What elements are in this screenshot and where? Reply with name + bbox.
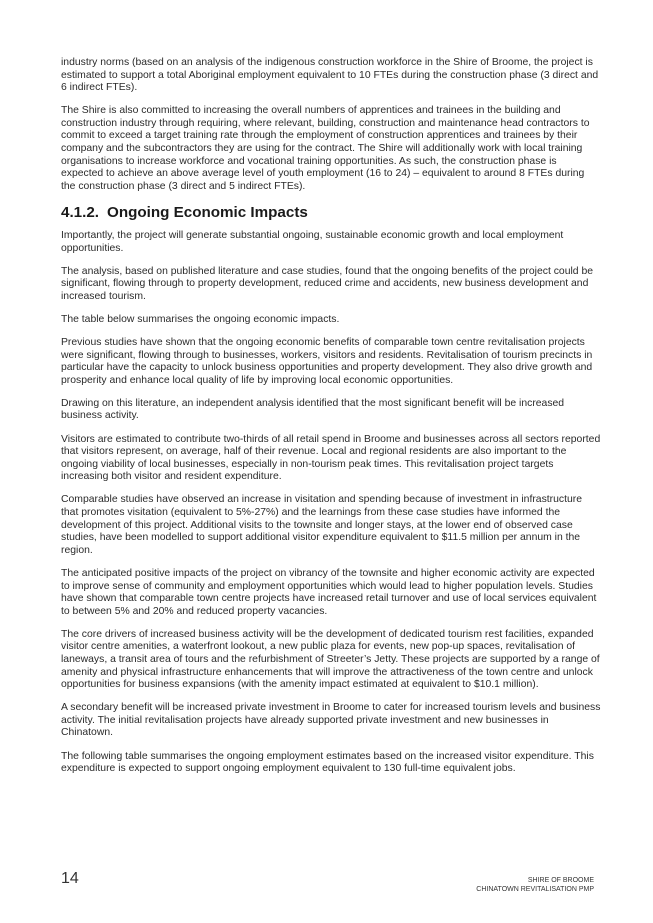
paragraph: Drawing on this literature, an independent analysis identified that the most significant benefit will be increased business activity.: [61, 397, 565, 422]
paragraph: A secondary benefit will be increased private investment in Broome to cater for increased tourism levels and business activity. The initial revitalisation projects have already supported private investment and new businesses in Chinatown.: [61, 702, 601, 739]
document-body: [61, 57, 601, 786]
paragraph: The anticipated positive impacts of the project on vibrancy of the townsite and higher economic activity are expected to improve sense of community and employment opportunities which would lead to higher population levels. Studies have shown that comparable town centre projects have increased retail turnover and use of local services equivalent to between 5% and 20% and reduced property vacancies.: [61, 567, 597, 617]
paragraph: Importantly, the project will generate substantial ongoing, sustainable economic growth and local employment opportunities.: [61, 229, 564, 254]
paragraph: The table below summarises the ongoing economic impacts.: [61, 313, 340, 325]
paragraph: industry norms (based on an analysis of the indigenous construction workforce in the Shire of Broome, the project is estimated to support a total Aboriginal employment equivalent to 10 FTEs during the construction phase (3 direct and 6 indirect FTEs).: [61, 57, 599, 94]
page-number: 14: [61, 870, 79, 887]
paragraph: Visitors are estimated to contribute two-thirds of all retail spend in Broome and businesses across all sectors reported that visitors represent, on average, half of their revenue. Local and regional residents are also important to the ongoing viability of local businesses, especially in non-tourism peak times. This revitalisation project targets increasing both visitor and resident expenditure.: [61, 433, 601, 483]
section-number: 4.1.2.: [61, 203, 99, 221]
paragraph: The analysis, based on published literature and case studies, found that the ongoing benefits of the project could be significant, flowing through to property development, reduced crime and accidents, new business development and increased tourism.: [61, 265, 594, 302]
paragraph: Previous studies have shown that the ongoing economic benefits of comparable town centre revitalisation projects were significant, flowing through to businesses, workers, visitors and residents. Revitalisation of tourism precincts in particular have the capacity to unlock business opportunities and property development. They also drive growth and prosperity and enhance local quality of life by improving local economic opportunities.: [61, 337, 593, 386]
footer-doc-name: CHINATOWN REVITALISATION PMP: [476, 886, 594, 893]
paragraph: The core drivers of increased business activity will be the development of dedicated tourism rest facilities, expanded visitor centre amenities, a waterfront lookout, a new public plaza for events, new pop-up spaces, revitalisation of laneways, a transit area of tours and the refurbishment of Streeter’s Jetty. These projects are supported by a range of amenity and physical infrastructure enhancements that will improve the attractiveness of the town centre and unlock opportunities for business expansions (with the amenity impact estimated at equivalent to $10.1 million).: [61, 628, 600, 691]
section-heading: [61, 204, 601, 222]
paragraph: The Shire is also committed to increasing the overall numbers of apprentices and trainees in the building and construction industry through requiring, where relevant, building, construction and maintenance head contractors to commit to exceed a target training rate through the employment of construction apprentices and trainees by their company and the subcontractors they are using for the contract. The Shire will additionally work with local training organisations to increase workforce and vocational training opportunities. As such, the construction phase is expected to achieve an above average level of youth employment (16 to 24) – equivalent to around 8 FTEs during the construction phase (3 direct and 5 indirect FTEs).: [61, 105, 590, 192]
section-title: Ongoing Economic Impacts: [107, 203, 308, 221]
footer-org-name: SHIRE OF BROOME: [527, 877, 594, 884]
paragraph: Comparable studies have observed an increase in visitation and spending because of investment in infrastructure that promotes visitation (equivalent to 5%-27%) and the learnings from these case studies have informed the development of this project. Additional visits to the townsite and longer stays, at the lower end of observed case studies, have been modelled to support additional visitor expenditure equivalent to $11.5 million per annum in the region.: [61, 494, 582, 556]
paragraph: The following table summarises the ongoing employment estimates based on the increased visitor expenditure. This expenditure is expected to support ongoing employment equivalent to 130 full-time equivalent jobs.: [61, 750, 594, 775]
footer-organisation: [476, 876, 594, 894]
